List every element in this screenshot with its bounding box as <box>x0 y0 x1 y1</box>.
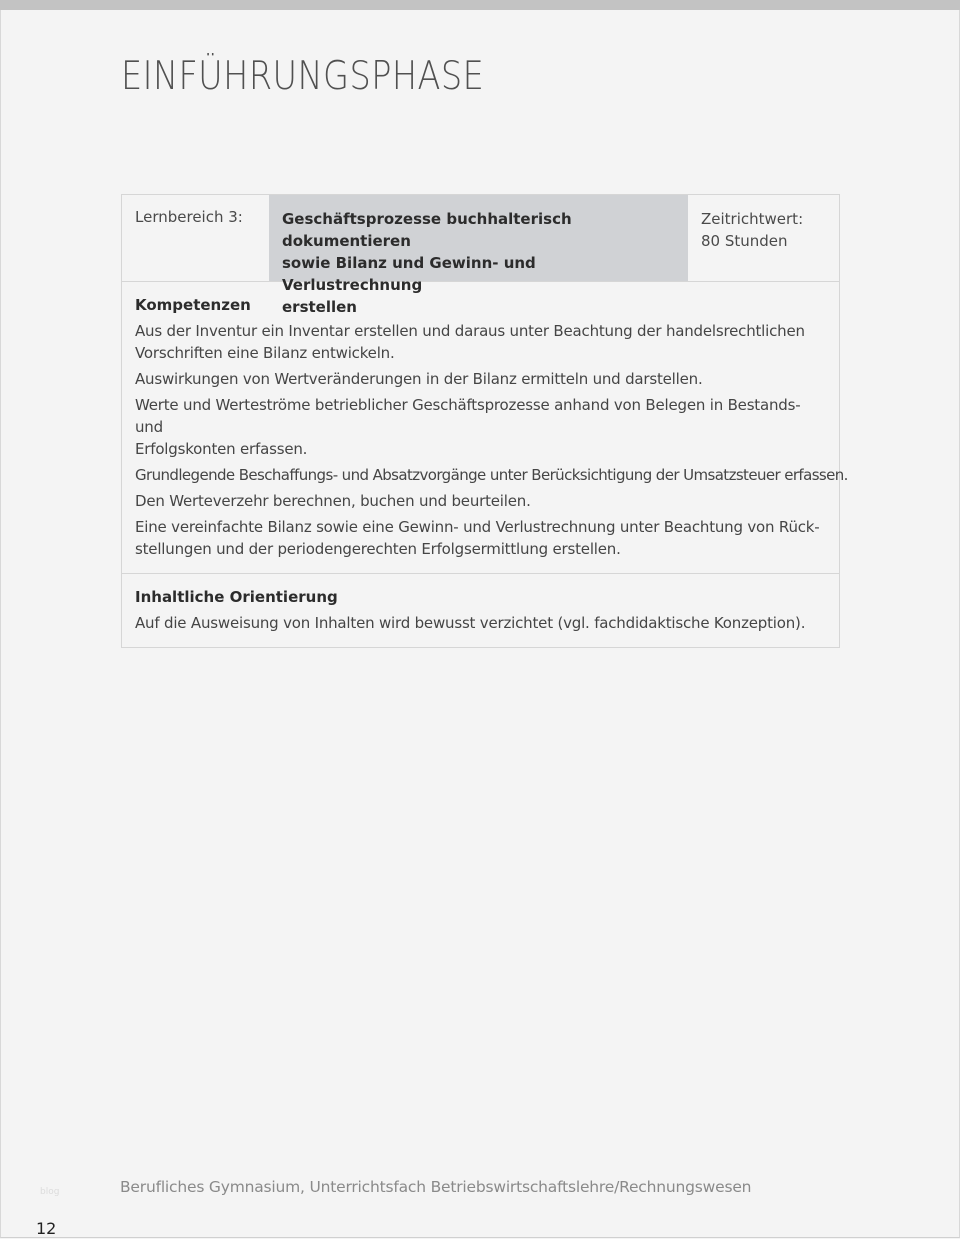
kompetenz-line: Eine vereinfachte Bilanz sowie eine Gewinn- und Verlustrechnung unter Beachtung von Rück- <box>135 518 820 536</box>
kompetenzen-heading: Kompetenzen <box>135 296 251 314</box>
lernbereich-title-line: erstellen <box>282 298 357 316</box>
kompetenz-item <box>135 320 826 364</box>
zeitrichtwert-label: Zeitrichtwert: <box>701 210 804 228</box>
curriculum-table <box>121 194 848 648</box>
kompetenz-item <box>135 394 826 460</box>
inhaltliche-orientierung-text: Auf die Ausweisung von Inhalten wird bewusst verzichtet (vgl. fachdidaktische Konzeption). <box>135 614 806 632</box>
kompetenz-line: Den Werteverzehr berechnen, buchen und beurteilen. <box>135 492 531 510</box>
kompetenz-item <box>135 490 826 512</box>
lernbereich-title <box>269 195 688 316</box>
kompetenzen-section <box>122 282 848 574</box>
kompetenz-line: Auswirkungen von Wertveränderungen in der Bilanz ermitteln und darstellen. <box>135 370 703 388</box>
kompetenz-line: Werte und Werteströme betrieblicher Geschäftsprozesse anhand von Belegen in Bestands- und <box>135 396 801 436</box>
kompetenz-line: Vorschriften eine Bilanz entwickeln. <box>135 344 395 362</box>
kompetenz-line: Grundlegende Beschaffungs- und Absatzvorgänge unter Berücksichtigung der Umsatzsteuer erfassen. <box>135 466 848 484</box>
zeitrichtwert-value: 80 Stunden <box>701 232 788 250</box>
kompetenz-line: stellungen und der periodengerechten Erfolgsermittlung erstellen. <box>135 540 621 558</box>
lernbereich-label: Lernbereich 3: <box>135 208 243 226</box>
top-bar <box>0 0 960 10</box>
inhaltliche-orientierung-heading: Inhaltliche Orientierung <box>135 588 338 606</box>
lernbereich-title-line: Geschäftsprozesse buchhalterisch dokumentieren <box>282 210 572 250</box>
kompetenz-line: Erfolgskonten erfassen. <box>135 440 308 458</box>
kompetenz-line: Aus der Inventur ein Inventar erstellen und daraus unter Beachtung der handelsrechtlichen <box>135 322 805 340</box>
kompetenz-item <box>135 464 848 486</box>
inhaltliche-orientierung-section <box>122 574 839 647</box>
zeitrichtwert-cell <box>688 195 839 281</box>
kompetenz-item <box>135 368 826 390</box>
footer-text: Berufliches Gymnasium, Unterrichtsfach Betriebswirtschaftslehre/Rechnungswesen <box>120 1178 752 1196</box>
lernbereich-title-line: sowie Bilanz und Gewinn- und Verlustrechnung <box>282 254 536 294</box>
page-number: 12 <box>36 1219 57 1238</box>
page-title: EINFÜHRUNGSPHASE <box>121 54 485 99</box>
watermark: blog <box>40 1187 60 1197</box>
kompetenz-item <box>135 516 826 560</box>
